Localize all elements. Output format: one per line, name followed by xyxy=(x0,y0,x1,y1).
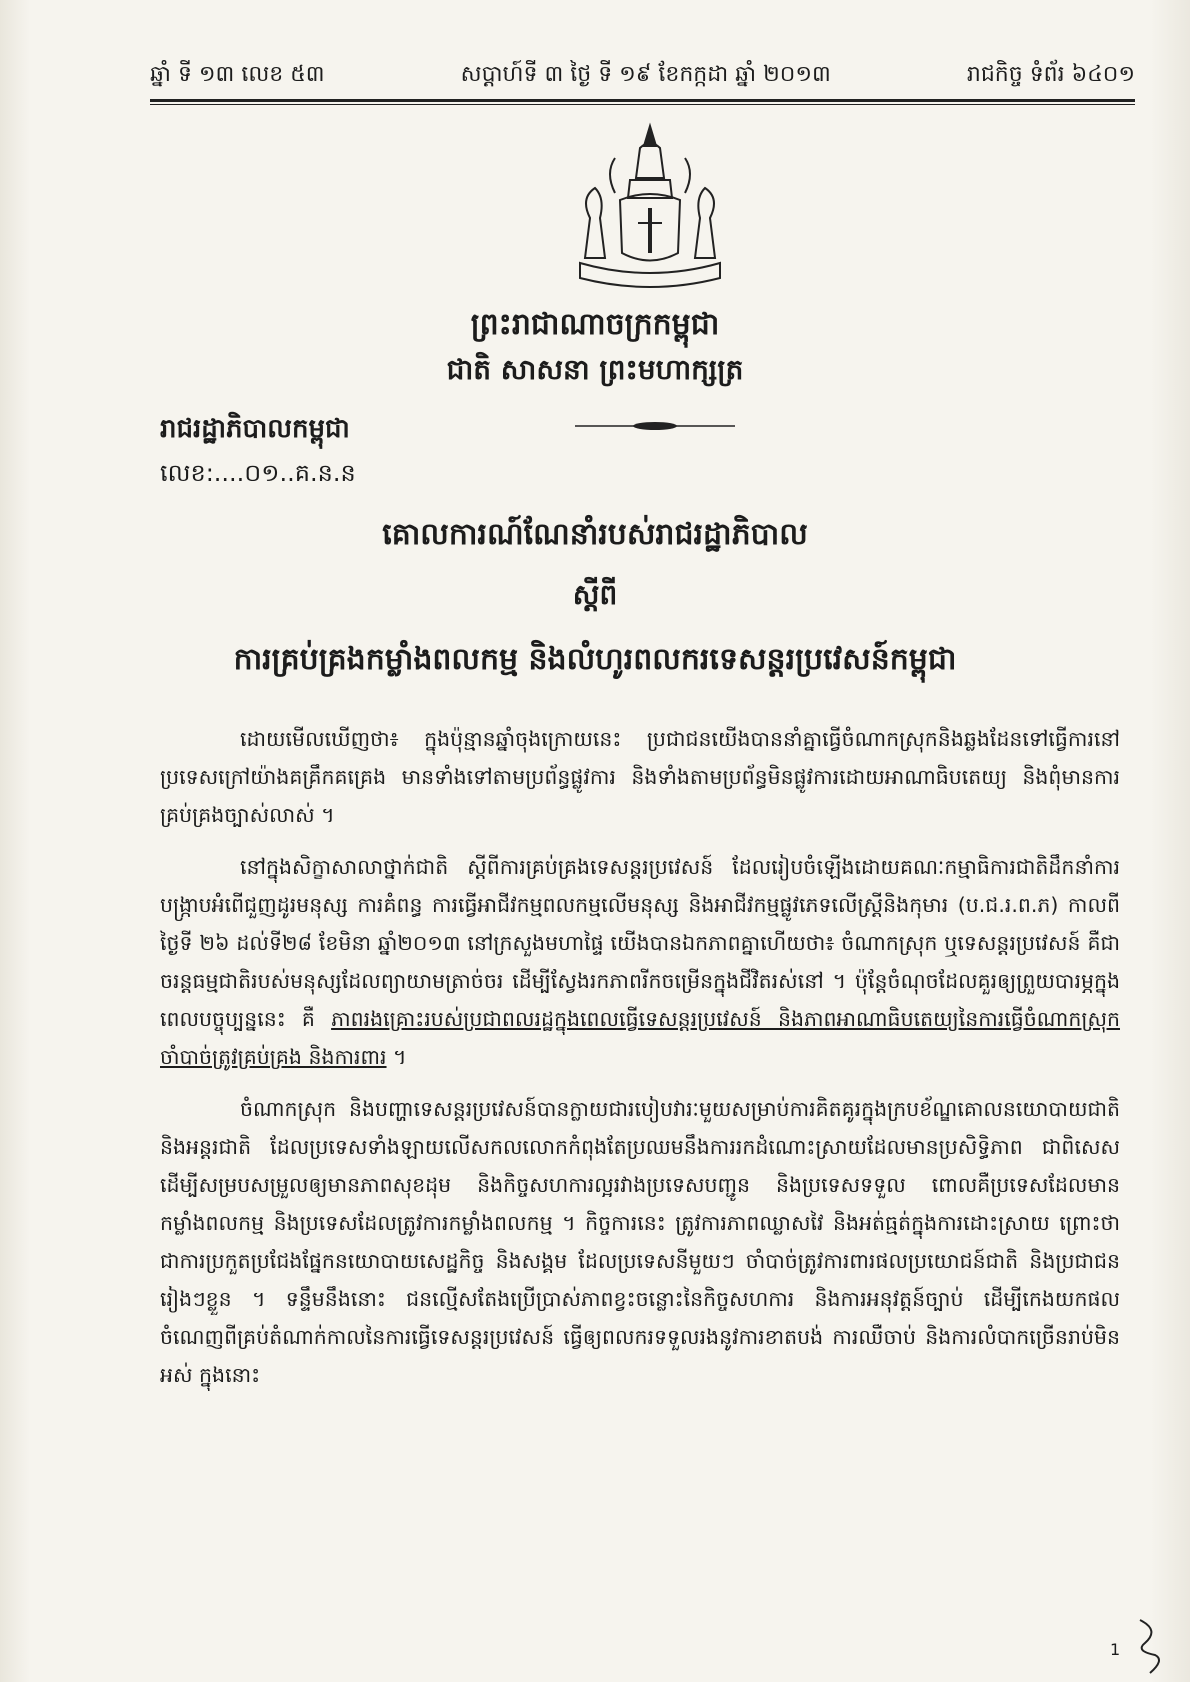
gazette-date: សប្តាហ៍ទី ៣ ថ្ងៃ ទី ១៩ ខែកក្កដា ឆ្នាំ ២០១៣ xyxy=(460,62,831,87)
gazette-issue: ឆ្នាំ ទី ១៣ លេខ ៥៣ xyxy=(150,62,325,87)
paragraph-1: ដោយមើលឃើញថា៖ ក្នុងប៉ុន្មានឆ្នាំចុងក្រោយនេះ ប្រជាជនយើងបាននាំគ្នាធ្វើចំណាកស្រុកនិងឆ្លងដែនទៅធ្វើការនៅប្រទេសក្រៅយ៉ាងគគ្រឹកគគ្រេង មានទាំងទៅតាមប្រព័ន្ធផ្លូវការ និងទាំងតាមប្រព័ន្ធមិនផ្លូវការដោយអាណាធិបតេយ្យ និងពុំមានការគ្រប់គ្រងច្បាស់លាស់ ។ xyxy=(160,727,1120,827)
issuer-name: រាជរដ្ឋាភិបាលកម្ពុជា xyxy=(160,414,350,444)
paragraph-2-text: នៅក្នុងសិក្ខាសាលាថ្នាក់ជាតិ ស្តីពីការគ្រប់គ្រងទេសន្តរប្រវេសន៍ ដែលរៀបចំឡើងដោយគណៈកម្មាធិការជាតិដឹកនាំការបង្ក្រាបអំពើជួញដូរមនុស្ស ការគំពន្ធ ការធ្វើអាជីវកម្មពលកម្មលើមនុស្ស និងអាជីវកម្មផ្លូវភេទលើស្ត្រីនិងកុមារ (ប.ជ.រ.ព.ភ) កាលពីថ្ងៃទី ២៦ ដល់ទី២៨ ខែមិនា ឆ្នាំ២០១៣ នៅក្រសួងមហាផ្ទៃ យើងបានឯកភាពគ្នាហើយថា៖ ចំណាកស្រុក ឬទេសន្តរប្រវេសន៍ គឺជាចរន្តធម្មជាតិរបស់មនុស្សដែលព្យាយាមត្រាច់ចរ ដើម្បីស្វែងរកភាពរីកចម្រើនក្នុងជីវិតរស់នៅ ។ ប៉ុន្តែចំណុចដែលគួរឲ្យព្រួយបារម្ភក្នុងពេលបច្ចុប្បន្ននេះ គឺ xyxy=(160,855,1120,1031)
gazette-header xyxy=(150,52,1135,100)
reference-number: លេខ:....០១..គ.ន.ន xyxy=(160,459,356,487)
document-body xyxy=(160,720,1120,1408)
paragraph-3: ចំណាកស្រុក និងបញ្ហាទេសន្តរប្រវេសន៍បានក្លាយជារបៀបវារៈមួយសម្រាប់ការគិតគូរក្នុងក្របខ័ណ្ឌគោលនយោបាយជាតិ និងអន្តរជាតិ ដែលប្រទេសទាំងឡាយលើសកលលោកកំពុងតែប្រឈមនឹងការរកដំណោះស្រាយដែលមានប្រសិទ្ធិភាព ជាពិសេសដើម្បីសម្របសម្រួលឲ្យមានភាពសុខដុម និងកិច្ចសហការល្អរវាងប្រទេសបញ្ជូន និងប្រទេសទទួល ពោលគឺប្រទេសដែលមានកម្លាំងពលកម្ម និងប្រទេសដែលត្រូវការកម្លាំងពលកម្ម ។ កិច្ចការនេះ ត្រូវការភាពឈ្លាសវៃ និងអត់ធ្មត់ក្នុងការដោះស្រាយ ព្រោះថា ជាការប្រកួតប្រជែងផ្នែកនយោបាយសេដ្ឋកិច្ច និងសង្គម ដែលប្រទេសនីមួយៗ ចាំបាច់ត្រូវការពារផលប្រយោជន៍ជាតិ និងប្រជាជនរៀងៗខ្លួន ។ ទន្ទឹមនឹងនោះ ជនល្មើសតែងប្រើប្រាស់ភាពខ្វះចន្លោះនៃកិច្ចសហការ និងការអនុវត្តន៍ច្បាប់ ដើម្បីកេងយកផលចំណេញពីគ្រប់តំណាក់កាលនៃការធ្វើទេសន្តរប្រវេសន៍ ធ្វើឲ្យពលករទទួលរងនូវការខាតបង់ ការឈឺចាប់ និងការលំបាកច្រើនរាប់មិនអស់ ក្នុងនោះ xyxy=(160,1097,1120,1387)
royal-coat-of-arms-icon xyxy=(560,118,740,298)
document-title-line-1: គោលការណ៍ណែនាំរបស់រាជរដ្ឋាភិបាល xyxy=(382,517,808,552)
divider-ornament-icon xyxy=(575,420,735,432)
national-motto: ជាតិ សាសនា ព្រះមហាក្សត្រ xyxy=(446,353,744,386)
paragraph-2 xyxy=(160,848,1120,1076)
document-title-line-3: ការគ្រប់គ្រងកម្លាំងពលកម្ម និងលំហូរពលករទេសន្តរប្រវេសន៍កម្ពុជា xyxy=(233,642,957,677)
page-number: 1 xyxy=(1110,1640,1121,1659)
kingdom-name: ព្រះរាជាណាចក្រកម្ពុជា xyxy=(470,307,720,342)
gazette-page: រាជកិច្ច ទំព័រ ៦៤០១ xyxy=(966,62,1135,87)
header-rule xyxy=(150,99,1135,105)
paragraph-2-end: ។ xyxy=(386,1045,407,1069)
initial-signature-icon xyxy=(1130,1615,1170,1675)
document-title-line-2: ស្តីពី xyxy=(572,578,618,611)
paragraph-2-underlined: ភាពរងគ្រោះរបស់ប្រជាពលរដ្ឋក្នុងពេលធ្វើទេសន្តរប្រវេសន៍ និងភាពអាណាធិបតេយ្យនៃការធ្វើចំណាកស្រុក ចាំបាច់ត្រូវគ្រប់គ្រង និងការពារ xyxy=(160,1007,1120,1069)
